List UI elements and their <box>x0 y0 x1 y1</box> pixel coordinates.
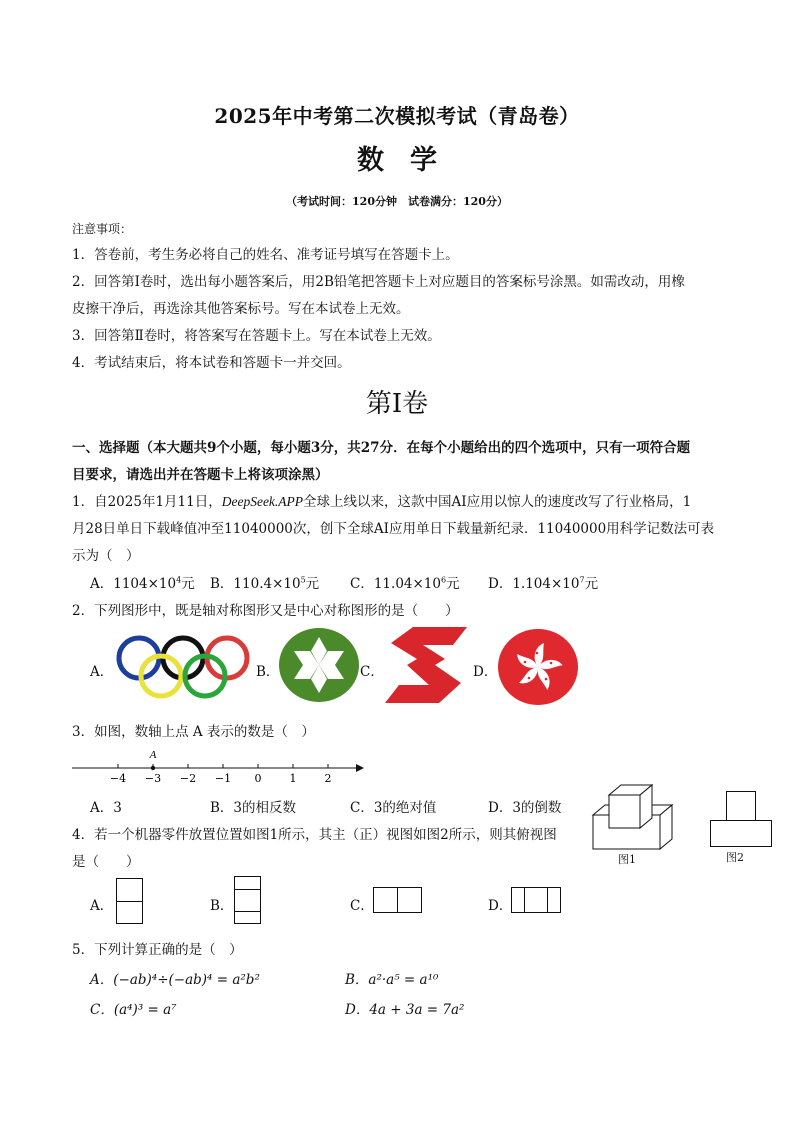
q4-label-c[interactable]: C． <box>350 898 374 914</box>
point-a-label: A <box>149 749 157 761</box>
q1-option-d[interactable]: D．$1.104\times 10^7$元 <box>488 575 599 592</box>
figure-1-machine-part <box>590 783 680 853</box>
q2-label-b[interactable]: B． <box>256 664 280 680</box>
tick-label: −2 <box>179 772 197 785</box>
subject-title: 数学 <box>357 145 463 176</box>
q5-option-c[interactable]: C．(a⁴)³ = a⁷ <box>90 1002 177 1018</box>
q5-option-a[interactable]: A．(−ab)⁴÷(−ab)⁴ = a²b² <box>90 972 260 988</box>
exam-title: 2025年中考第二次模拟考试（青岛卷） <box>214 104 580 128</box>
tick-label: 1 <box>289 772 297 785</box>
q4-line1: 4．若一个机器零件放置位置如图1所示，其主（正）视图如图2所示，则其俯视图 <box>72 827 557 843</box>
q4-option-b-figure[interactable] <box>234 876 261 924</box>
note-item: 4．考试结束后，将本试卷和答题卡一并交回。 <box>72 355 351 371</box>
q2-label-a[interactable]: A． <box>90 664 114 680</box>
q1-line3: 示为（ ） <box>72 548 140 564</box>
figure-2-label: 图2 <box>726 851 744 864</box>
q2-label-c[interactable]: C． <box>360 664 384 680</box>
q5-option-d[interactable]: D．4a + 3a = 7a² <box>345 1002 465 1018</box>
q1-line2: 月28日单日下载峰值冲至11040000次，创下全球AI应用单日下载量新纪录．11040000用科学记数法可表 <box>72 521 715 537</box>
suzuki-s-logo-icon[interactable] <box>383 625 469 705</box>
time-info: （考试时间：120分钟 试卷满分：120分） <box>286 195 508 208</box>
section-heading-line1: 一、选择题（本大题共9个小题，每小题3分，共27分．在每个小题给出的四个选项中，只有一项符合题 <box>72 440 691 456</box>
q1-line1: 1．自2025年1月11日，DeepSeek.APP全球上线以来，这款中国AI应用以惊人的速度改写了行业格局，1 <box>72 494 692 510</box>
q3-stem: 3．如图，数轴上点 A 表示的数是（ ） <box>72 724 315 740</box>
volume-title: 第Ⅰ卷 <box>365 389 429 419</box>
figure-2-top-block <box>726 791 756 821</box>
tick-label: −3 <box>144 772 162 785</box>
q3-option-a[interactable]: A．3 <box>90 800 122 816</box>
q4-option-c-figure[interactable] <box>373 887 422 913</box>
note-item: 皮擦干净后，再选涂其他答案标号。写在本试卷上无效。 <box>72 301 410 317</box>
snowflake-star-icon[interactable] <box>278 627 360 703</box>
tick-label: 0 <box>254 772 262 785</box>
note-item: 1．答卷前，考生务必将自己的姓名、准考证号填写在答题卡上。 <box>72 247 459 263</box>
q5-option-b[interactable]: B．a²·a⁵ = a¹⁰ <box>345 972 439 988</box>
note-item: 2．回答第Ⅰ卷时，选出每小题答案后，用2B铅笔把答题卡上对应题目的答案标号涂黑。如需改动，用橡 <box>72 274 685 290</box>
tick-label: 2 <box>324 772 332 785</box>
q4-label-d[interactable]: D． <box>488 898 513 914</box>
q3-option-b[interactable]: B．3的相反数 <box>210 800 297 816</box>
q5-stem: 5．下列计算正确的是（ ） <box>72 942 243 958</box>
q1-option-c[interactable]: C．$11.04\times 10^6$元 <box>350 575 460 592</box>
q4-label-a[interactable]: A． <box>90 898 114 914</box>
q3-option-d[interactable]: D．3的倒数 <box>488 800 562 816</box>
q3-option-c[interactable]: C．3的绝对值 <box>350 800 437 816</box>
figure-2-bottom-block <box>710 820 772 847</box>
number-line <box>70 744 365 786</box>
note-item: 3．回答第Ⅱ卷时，将答案写在答题卡上。写在本试卷上无效。 <box>72 328 441 344</box>
q4-label-b[interactable]: B． <box>210 898 234 914</box>
q2-stem: 2．下列图形中，既是轴对称图形又是中心对称图形的是（ ） <box>72 603 459 619</box>
q1-option-b[interactable]: B．$110.4\times 10^5$元 <box>210 575 320 592</box>
q2-label-d[interactable]: D． <box>473 664 498 680</box>
notes-heading: 注意事项： <box>72 222 133 236</box>
q1-option-a[interactable]: A．$1104\times 10^4$元 <box>90 575 195 592</box>
q4-option-d-figure[interactable] <box>511 887 561 913</box>
tick-label: −1 <box>214 772 232 785</box>
olympic-rings-icon[interactable] <box>113 632 253 702</box>
figure-1-label: 图1 <box>618 853 636 866</box>
bauhinia-flag-icon[interactable] <box>497 628 579 706</box>
q4-option-a-figure[interactable] <box>116 878 143 924</box>
section-heading-line2: 目要求，请选出并在答题卡上将该项涂黑） <box>72 467 329 483</box>
tick-label: −4 <box>109 772 127 785</box>
q4-line2: 是（ ） <box>72 854 140 870</box>
